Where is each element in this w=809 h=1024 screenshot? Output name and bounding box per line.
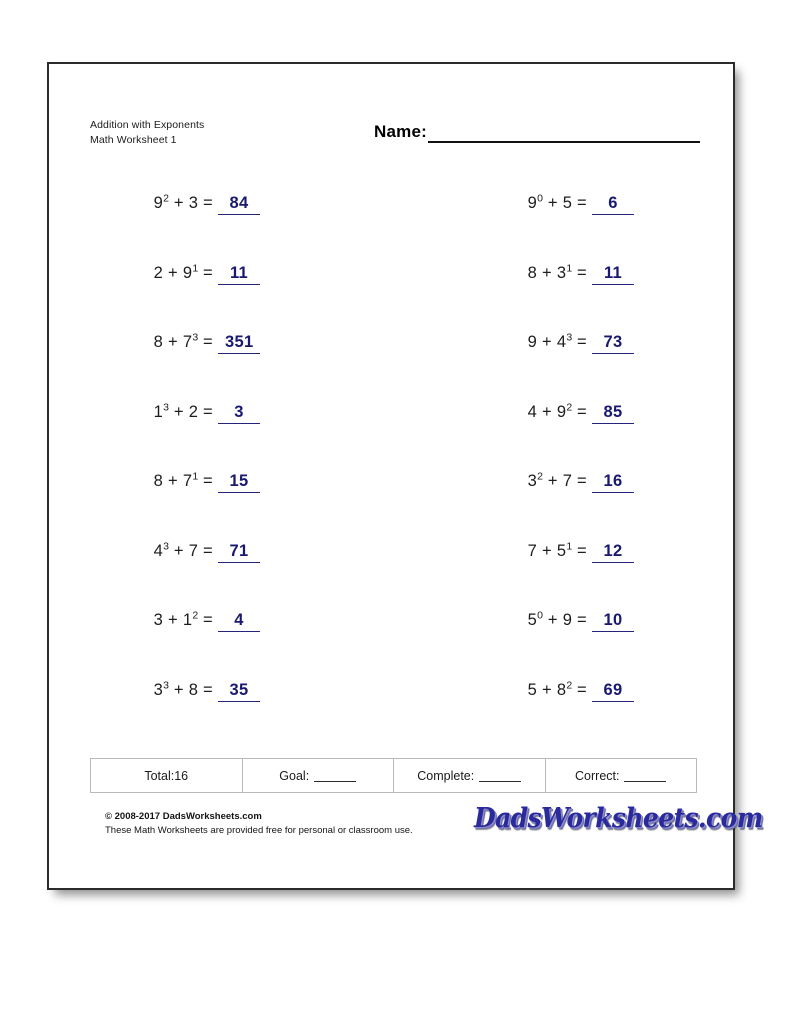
- copyright-text: © 2008-2017 DadsWorksheets.com: [105, 811, 262, 822]
- problem-cell: [391, 464, 733, 534]
- exponent: 3: [192, 331, 199, 344]
- answer-value: 84: [229, 194, 249, 212]
- answer-value: 69: [603, 680, 623, 699]
- answer-value: 10: [603, 611, 623, 629]
- exponent: 3: [163, 401, 169, 413]
- problem: [127, 472, 260, 493]
- answer-value: 11: [229, 263, 249, 282]
- worksheet-title-block: [90, 118, 204, 148]
- problem-cell: [49, 186, 391, 256]
- worksheet-footer: [49, 802, 763, 872]
- problem: [501, 333, 634, 354]
- answer-blank[interactable]: [592, 264, 634, 285]
- answer-value: 85: [603, 402, 623, 421]
- score-cell-label: Total:: [144, 768, 175, 783]
- problem: [127, 333, 260, 354]
- answer-blank[interactable]: [592, 542, 634, 563]
- answer-value: 71: [229, 541, 249, 560]
- problem: [501, 194, 634, 215]
- answer-value: 15: [229, 472, 249, 490]
- answer-value: 16: [603, 472, 623, 490]
- answer-value: 4: [234, 611, 244, 629]
- worksheet-page: [47, 62, 763, 890]
- problem-expression: $9^2 + 3$ =: [153, 192, 213, 212]
- copyright-block: [105, 810, 413, 837]
- answer-blank[interactable]: [218, 472, 260, 493]
- exponent: 0: [537, 609, 543, 622]
- problem-cell: [391, 325, 733, 395]
- problem-expression: $7 + 5^1$ =: [527, 540, 587, 560]
- problem-expression: $4^3 + 7$ =: [153, 540, 213, 560]
- score-cell[interactable]: [394, 759, 546, 792]
- problem-expression: $3 + 1^2$ =: [153, 609, 213, 629]
- exponent: 3: [566, 331, 573, 344]
- problem-expression: $5 + 8^2$ =: [527, 679, 587, 699]
- score-cell[interactable]: [243, 759, 395, 792]
- problem: [501, 403, 634, 424]
- answer-blank[interactable]: [218, 542, 260, 563]
- score-cell-label: Complete:: [417, 768, 475, 783]
- score-cell-blank[interactable]: [624, 770, 666, 782]
- answer-value: 73: [603, 333, 623, 351]
- problem-expression: $4 + 9^2$ =: [527, 401, 587, 421]
- problem-cell: [391, 673, 733, 743]
- problem-expression: $5^0 + 9$ =: [527, 609, 587, 629]
- problem-cell: [391, 186, 733, 256]
- answer-blank[interactable]: [592, 403, 634, 424]
- answer-blank[interactable]: [218, 611, 260, 632]
- problem: [501, 542, 634, 563]
- answer-blank[interactable]: [592, 194, 634, 215]
- answer-value: 12: [603, 541, 623, 560]
- exponent: 1: [566, 262, 573, 274]
- problem: [501, 472, 634, 493]
- problem-expression: $9^0 + 5$ =: [527, 192, 587, 212]
- exponent: 2: [163, 192, 169, 205]
- problem: [127, 681, 260, 702]
- name-label: Name:: [374, 122, 427, 141]
- score-table: [90, 758, 697, 793]
- problem-expression: $3^3 + 8$ =: [153, 679, 213, 699]
- problem-cell: [49, 464, 391, 534]
- answer-value: 35: [229, 680, 249, 699]
- answer-blank[interactable]: [592, 472, 634, 493]
- score-cell-value: 16: [174, 768, 189, 783]
- score-cell: [91, 759, 243, 792]
- exponent: 2: [566, 401, 573, 413]
- dadsworksheets-logo[interactable]: DadsWorksheets.com: [474, 802, 763, 834]
- problem-cell: [49, 256, 391, 326]
- worksheet-header: [49, 64, 733, 164]
- name-input-blank[interactable]: [428, 122, 700, 143]
- problem-expression: $9 + 4^3$ =: [527, 331, 587, 351]
- problem-cell: [391, 256, 733, 326]
- answer-blank[interactable]: [218, 194, 260, 215]
- exponent: 2: [566, 679, 573, 691]
- exponent: 0: [537, 192, 543, 205]
- answer-value: 11: [603, 263, 623, 282]
- exponent: 2: [537, 470, 543, 483]
- problem-cell: [49, 534, 391, 604]
- exponent: 1: [566, 540, 573, 552]
- answer-blank[interactable]: [218, 333, 260, 354]
- answer-blank[interactable]: [218, 403, 260, 424]
- answer-blank[interactable]: [218, 264, 260, 285]
- answer-blank[interactable]: [218, 681, 260, 702]
- problem: [127, 611, 260, 632]
- score-cell-blank[interactable]: [314, 770, 356, 782]
- exponent: 1: [192, 470, 199, 483]
- answer-value: 351: [225, 333, 254, 351]
- worksheet-number-subtitle: Math Worksheet 1: [90, 134, 177, 146]
- problem-expression: $8 + 7^3$ =: [153, 331, 213, 351]
- problem-expression: $8 + 7^1$ =: [153, 470, 213, 490]
- problem-expression: $2 + 9^1$ =: [153, 262, 213, 282]
- name-field-row: [374, 122, 700, 143]
- answer-value: 3: [234, 402, 244, 421]
- exponent: 3: [163, 679, 169, 691]
- exponent: 3: [163, 540, 169, 552]
- problem-cell: [391, 395, 733, 465]
- problem: [127, 194, 260, 215]
- score-cell-label: Goal:: [279, 768, 310, 783]
- problem-expression: $8 + 3^1$ =: [527, 262, 587, 282]
- problem: [127, 403, 260, 424]
- problem-cell: [391, 603, 733, 673]
- exponent: 1: [192, 262, 199, 274]
- problem: [501, 264, 634, 285]
- problem-expression: $1^3 + 2$ =: [153, 401, 213, 421]
- problem-cell: [49, 603, 391, 673]
- problem-cell: [391, 534, 733, 604]
- problem: [127, 542, 260, 563]
- usage-note-text: These Math Worksheets are provided free for personal or classroom use.: [105, 824, 413, 836]
- problem-cell: [49, 395, 391, 465]
- problem-expression: $3^2 + 7$ =: [527, 470, 587, 490]
- problem-cell: [49, 673, 391, 743]
- score-cell-label: Correct:: [575, 768, 620, 783]
- answer-blank[interactable]: [592, 611, 634, 632]
- problem: [127, 264, 260, 285]
- problem: [501, 681, 634, 702]
- problem-cell: [49, 325, 391, 395]
- problem: [501, 611, 634, 632]
- answer-value: 6: [608, 194, 618, 212]
- score-cell[interactable]: [546, 759, 697, 792]
- worksheet-topic-title: Addition with Exponents: [90, 119, 205, 131]
- score-cell-blank[interactable]: [479, 770, 521, 782]
- answer-blank[interactable]: [592, 681, 634, 702]
- exponent: 2: [192, 609, 199, 622]
- problems-grid: [49, 186, 733, 742]
- answer-blank[interactable]: [592, 333, 634, 354]
